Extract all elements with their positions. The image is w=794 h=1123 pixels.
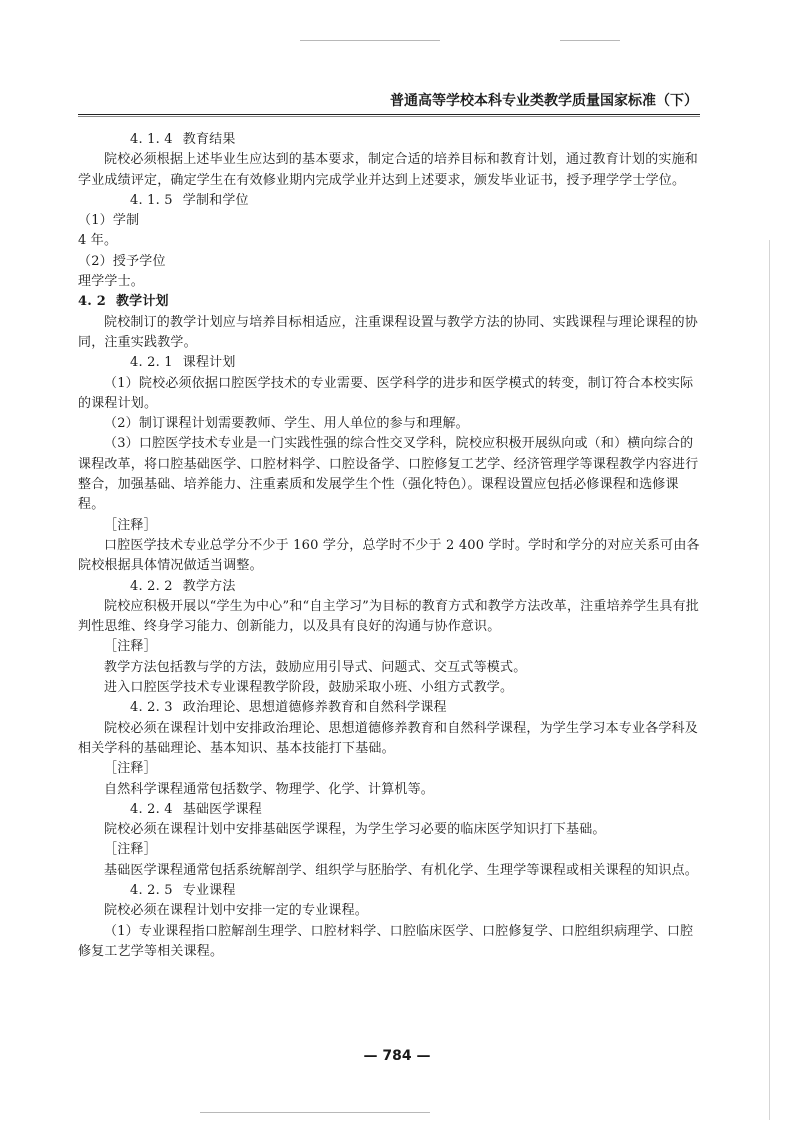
scan-artifact-top — [300, 40, 440, 41]
running-header: 普通高等学校本科专业类教学质量国家标准（下） — [390, 93, 698, 109]
paragraph: （2）制订课程计划需要教师、学生、用人单位的参与和理解。 — [104, 416, 469, 432]
header-rule-thin — [78, 116, 700, 117]
paragraph: 自然科学课程通常包括数学、物理学、化学、计算机等。 — [104, 781, 435, 797]
section-number: 4. 2. 4 — [130, 801, 173, 817]
note-label: ［注释］ — [104, 761, 157, 777]
note-label: ［注释］ — [104, 517, 157, 533]
section-number: 4. 2. 1 — [130, 355, 173, 371]
paragraph: 院校必须在课程计划中安排基础医学课程，为学生学习必要的临床医学知识打下基础。 — [104, 822, 606, 838]
paragraph: 院校应积极开展以“学生为中心”和“自主学习”为目标的教育方式和教学方法改革，注重培养学生具有批判性思维、终身学习能力、创新能力，以及具有良好的沟通与协作意识。 — [78, 598, 699, 635]
section-number: 4. 2. 5 — [130, 882, 173, 898]
section-number: 4. 2 — [78, 294, 106, 310]
page-edge-line — [769, 240, 770, 1120]
paragraph: 口腔医学技术专业总学分不少于 160 学分，总学时不少于 2 400 学时。学时和学分的对应关系可由各院校根据具体情况做适当调整。 — [78, 537, 700, 574]
section-title: 课程计划 — [182, 355, 236, 371]
scan-artifact-top-right — [560, 40, 620, 41]
list-item-text: 理学学士。 — [78, 274, 145, 290]
page-number: — 784 — — [363, 1048, 431, 1064]
scan-artifact-bottom — [200, 1112, 430, 1113]
note-label: ［注释］ — [104, 639, 157, 655]
section-number: 4. 1. 5 — [130, 192, 173, 208]
section-heading-4-2-2 — [78, 577, 700, 597]
section-title: 政治理论、思想道德修养教育和自然科学课程 — [182, 700, 447, 716]
list-item-heading: （1）学制 — [78, 213, 140, 229]
paragraph: 院校制订的教学计划应与培养目标相适应，注重课程设置与教学方法的协同、实践课程与理论课程的协同，注重实践教学。 — [78, 314, 699, 350]
section-title: 教学方法 — [182, 578, 236, 594]
paragraph: 教学方法包括教与学的方法，鼓励应用引导式、问题式、交互式等模式。 — [104, 659, 527, 675]
section-heading-4-1-4 — [78, 130, 700, 150]
section-heading-4-2 — [78, 292, 700, 312]
paragraph: 基础医学课程通常包括系统解剖学、组织学与胚胎学、有机化学、生理学等课程或相关课程的知识点。 — [104, 862, 699, 878]
header-rule — [78, 114, 700, 115]
section-heading-4-1-5 — [78, 191, 700, 211]
paragraph: （3）口腔医学技术专业是一门实践性强的综合性交叉学科，院校应积极开展纵向或（和）横向综合的课程改革，将口腔基础医学、口腔材料学、口腔设备学、口腔修复工艺学、经济管理学等课程教学内容进行整合，加强基础、培养能力、注重素质和发展学生个性（强化特色）。课程设置应包括必修课程和选修课程。 — [78, 436, 699, 513]
note-label: ［注释］ — [104, 842, 157, 858]
section-number: 4. 2. 2 — [130, 578, 173, 594]
paragraph: 院校必须在课程计划中安排一定的专业课程。 — [104, 903, 369, 919]
page-body — [78, 130, 700, 962]
section-title: 学制和学位 — [182, 192, 249, 208]
list-item-heading: （2）授予学位 — [78, 253, 166, 269]
section-number: 4. 2. 3 — [130, 700, 173, 716]
paragraph: 院校必须根据上述毕业生应达到的基本要求，制定合适的培养目标和教育计划，通过教育计划的实施和学业成绩评定，确定学生在有效修业期内完成学业并达到上述要求，颁发毕业证书，授予理学学士学位。 — [78, 152, 699, 188]
section-title: 基础医学课程 — [182, 801, 262, 817]
list-item-text: 4 年。 — [78, 233, 118, 249]
section-heading-4-2-5 — [78, 881, 700, 901]
section-heading-4-2-3 — [78, 698, 700, 718]
section-number: 4. 1. 4 — [130, 132, 173, 147]
section-heading-4-2-1 — [78, 353, 700, 373]
section-title: 专业课程 — [182, 882, 236, 898]
paragraph: （1）院校必须依据口腔医学技术的专业需要、医学科学的进步和医学模式的转变，制订符合本校实际的课程计划。 — [78, 375, 694, 411]
paragraph: 院校必须在课程计划中安排政治理论、思想道德修养教育和自然科学课程，为学生学习本专业各学科及相关学科的基础理论、基本知识、基本技能打下基础。 — [78, 720, 699, 756]
section-heading-4-2-4 — [78, 800, 700, 820]
section-title: 教学计划 — [115, 294, 169, 310]
paragraph: 进入口腔医学技术专业课程教学阶段，鼓励采取小班、小组方式教学。 — [104, 680, 514, 696]
paragraph: （1）专业课程指口腔解剖生理学、口腔材料学、口腔临床医学、口腔修复学、口腔组织病理学、口腔修复工艺学等相关课程。 — [78, 923, 694, 959]
section-title: 教育结果 — [182, 132, 236, 147]
